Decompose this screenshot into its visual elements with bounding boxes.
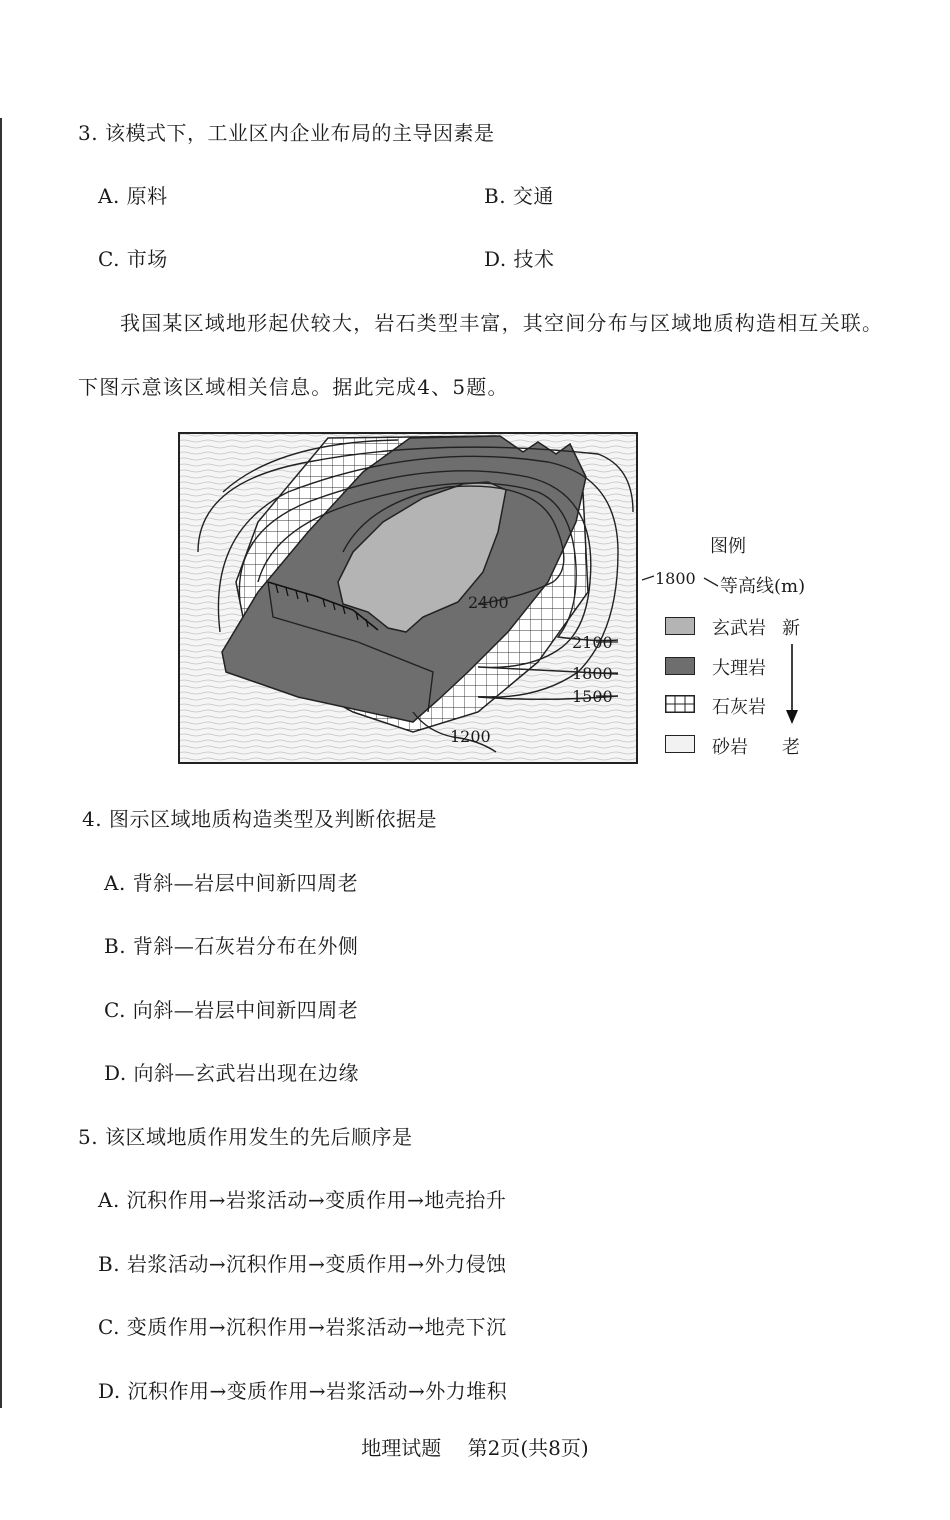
left-margin-line — [0, 118, 2, 1408]
legend-basalt-label: 玄武岩 — [712, 618, 766, 639]
q5-stem: 5. 该区域地质作用发生的先后顺序是 — [78, 1125, 413, 1149]
q3-option-c[interactable]: C. 市场 — [98, 247, 168, 271]
legend-limestone-label: 石灰岩 — [712, 697, 766, 718]
legend-contour-label: 等高线(m) — [720, 576, 806, 597]
legend-title: 图例 — [710, 536, 746, 557]
contour-label-2100: 2100 — [572, 633, 613, 652]
q4-option-a[interactable]: A. 背斜—岩层中间新四周老 — [104, 871, 359, 895]
contour-label-1500: 1500 — [572, 687, 613, 706]
q4-option-b[interactable]: B. 背斜—石灰岩分布在外侧 — [104, 934, 359, 958]
q4-stem: 4. 图示区域地质构造类型及判断依据是 — [82, 807, 437, 831]
q5-option-d[interactable]: D. 沉积作用→变质作用→岩浆活动→外力堆积 — [98, 1379, 508, 1403]
q3-option-a[interactable]: A. 原料 — [98, 184, 168, 208]
contour-label-1800: 1800 — [572, 664, 613, 683]
intro-line-2: 下图示意该区域相关信息。据此完成4、5题。 — [78, 375, 509, 399]
legend-marble-label: 大理岩 — [712, 658, 766, 679]
geologic-map — [178, 432, 638, 764]
page-footer — [0, 1432, 950, 1461]
legend-contour-value: 1800 — [655, 569, 696, 588]
contour-label-1200: 1200 — [450, 727, 491, 746]
q5-option-a[interactable]: A. 沉积作用→岩浆活动→变质作用→地壳抬升 — [98, 1188, 507, 1212]
q4-option-d[interactable]: D. 向斜—玄武岩出现在边缘 — [104, 1061, 360, 1085]
footer-page-number: 第2页(共8页) — [467, 1436, 589, 1460]
contour-label-2400: 2400 — [468, 593, 509, 612]
q5-option-c[interactable]: C. 变质作用→沉积作用→岩浆活动→地壳下沉 — [98, 1315, 507, 1339]
q4-option-c[interactable]: C. 向斜—岩层中间新四周老 — [104, 998, 359, 1022]
legend-basalt-swatch — [665, 617, 695, 635]
intro-line-1: 我国某区域地形起伏较大，岩石类型丰富，其空间分布与区域地质构造相互关联。 — [120, 311, 884, 335]
q3-stem: 3. 该模式下，工业区内企业布局的主导因素是 — [78, 121, 495, 145]
legend-new-label: 新 — [782, 618, 800, 639]
q5-option-b[interactable]: B. 岩浆活动→沉积作用→变质作用→外力侵蚀 — [98, 1252, 507, 1276]
legend-contour-sample — [640, 566, 730, 592]
q3-option-b[interactable]: B. 交通 — [484, 184, 554, 208]
legend-sandstone-label: 砂岩 — [712, 737, 748, 758]
legend-limestone-swatch — [665, 695, 695, 713]
legend-marble-swatch — [665, 657, 695, 675]
legend-old-label: 老 — [782, 737, 800, 758]
footer-subject: 地理试题 — [361, 1436, 442, 1460]
legend-sandstone-swatch — [665, 735, 695, 753]
q3-option-d[interactable]: D. 技术 — [484, 247, 555, 271]
legend-age-arrow — [784, 644, 800, 724]
